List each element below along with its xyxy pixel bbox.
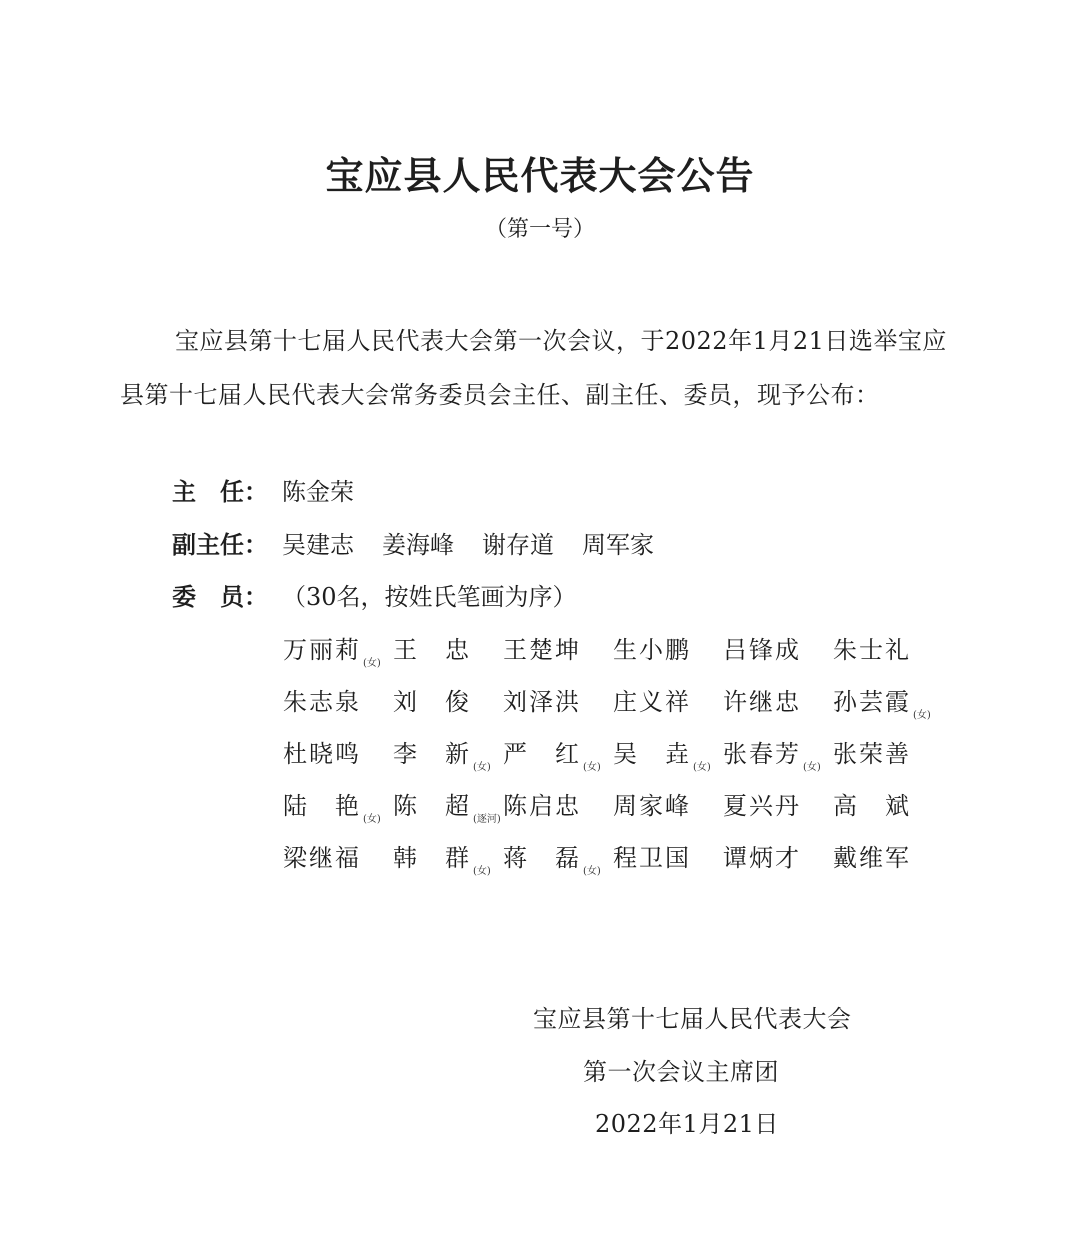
member-entry (723, 682, 833, 722)
member-name: 戴维军 (833, 844, 911, 872)
director-name: 陈金荣 (282, 478, 354, 506)
member-name: 王楚坤 (503, 636, 581, 664)
director-label: 主 任： (172, 478, 268, 506)
member-entry (723, 734, 833, 774)
member-name: 高 斌 (833, 792, 911, 820)
member-name: 刘泽洪 (503, 688, 581, 716)
member-entry (503, 786, 613, 826)
member-entry (283, 682, 393, 722)
member-name: 陈 超 (393, 792, 471, 820)
member-name: 孙芸霞 (833, 688, 911, 716)
signature-date: 2022年1月21日 (595, 1110, 779, 1138)
announcement-body: 宝应县第十七届人民代表大会第一次会议，于2022年1月21日选举宝应县第十七届人民代表大会常务委员会主任、副主任、委员，现予公布： (120, 327, 947, 409)
member-name: 蒋 磊 (503, 844, 581, 872)
member-entry (613, 838, 723, 878)
member-name: 吴 垚 (613, 740, 691, 768)
member-entry (613, 734, 723, 774)
member-entry (283, 786, 393, 826)
member-entry (833, 838, 943, 878)
vice-director-line (172, 525, 682, 565)
member-name: 韩 群 (393, 844, 471, 872)
vice-director-label: 副主任： (172, 531, 268, 559)
member-name: 吕锋成 (723, 636, 801, 664)
member-entry (283, 630, 393, 670)
vice-director-names (282, 531, 682, 559)
member-name: 夏兴丹 (723, 792, 801, 820)
member-entry (283, 734, 393, 774)
member-name: 陈启忠 (503, 792, 581, 820)
member-entry (833, 734, 943, 774)
member-entry (613, 630, 723, 670)
member-name: 周家峰 (613, 792, 691, 820)
document-title: 宝应县人民代表大会公告 (325, 154, 755, 198)
member-entry (283, 838, 393, 878)
member-name: 杜晓鸣 (283, 740, 361, 768)
member-entry (723, 630, 833, 670)
member-entry (503, 630, 613, 670)
member-entry (503, 682, 613, 722)
member-name: 李 新 (393, 740, 471, 768)
member-note: (女) (473, 866, 491, 877)
member-entry (503, 838, 613, 878)
director-line (172, 472, 354, 512)
member-note: (女) (583, 866, 601, 877)
member-entry (833, 630, 943, 670)
member-entry (723, 838, 833, 878)
members-label: 委 员： (172, 583, 268, 611)
member-entry (393, 734, 503, 774)
member-entry (503, 734, 613, 774)
member-name: 万丽莉 (283, 636, 361, 664)
member-entry (613, 682, 723, 722)
member-name: 庄义祥 (613, 688, 691, 716)
member-note: (女) (583, 762, 601, 773)
signature-org: 宝应县第十七届人民代表大会 (533, 1005, 852, 1033)
member-name: 谭炳才 (723, 844, 801, 872)
member-name: 陆 艳 (283, 792, 361, 820)
member-note: (女) (363, 658, 381, 669)
member-name: 朱士礼 (833, 636, 911, 664)
member-name: 王 忠 (393, 636, 471, 664)
member-note: (女) (803, 762, 821, 773)
member-name: 朱志泉 (283, 688, 361, 716)
member-note: (女) (473, 762, 491, 773)
member-entry (833, 786, 943, 826)
member-name: 张春芳 (723, 740, 801, 768)
member-name: 张荣善 (833, 740, 911, 768)
member-entry (613, 786, 723, 826)
vice-director-name: 吴建志 (282, 531, 354, 559)
member-name: 严 红 (503, 740, 581, 768)
members-list (283, 630, 963, 890)
member-entry (723, 786, 833, 826)
member-entry (393, 786, 503, 826)
member-note: (逐河) (473, 814, 501, 825)
member-entry (393, 682, 503, 722)
vice-director-name: 谢存道 (482, 531, 554, 559)
member-entry (833, 682, 943, 722)
member-note: (女) (913, 710, 931, 721)
member-note: (女) (693, 762, 711, 773)
member-entry (393, 838, 503, 878)
member-name: 程卫国 (613, 844, 691, 872)
document-number: （第一号） (484, 217, 595, 242)
vice-director-name: 姜海峰 (382, 531, 454, 559)
member-entry (393, 630, 503, 670)
member-note: (女) (363, 814, 381, 825)
vice-director-name: 周军家 (582, 531, 654, 559)
member-name: 生小鹏 (613, 636, 691, 664)
members-line (172, 577, 577, 617)
member-name: 梁继福 (283, 844, 361, 872)
member-name: 刘 俊 (393, 688, 471, 716)
members-count-note: （30名，按姓氏笔画为序） (282, 583, 577, 611)
signature-presidium: 第一次会议主席团 (583, 1058, 779, 1086)
member-name: 许继忠 (723, 688, 801, 716)
